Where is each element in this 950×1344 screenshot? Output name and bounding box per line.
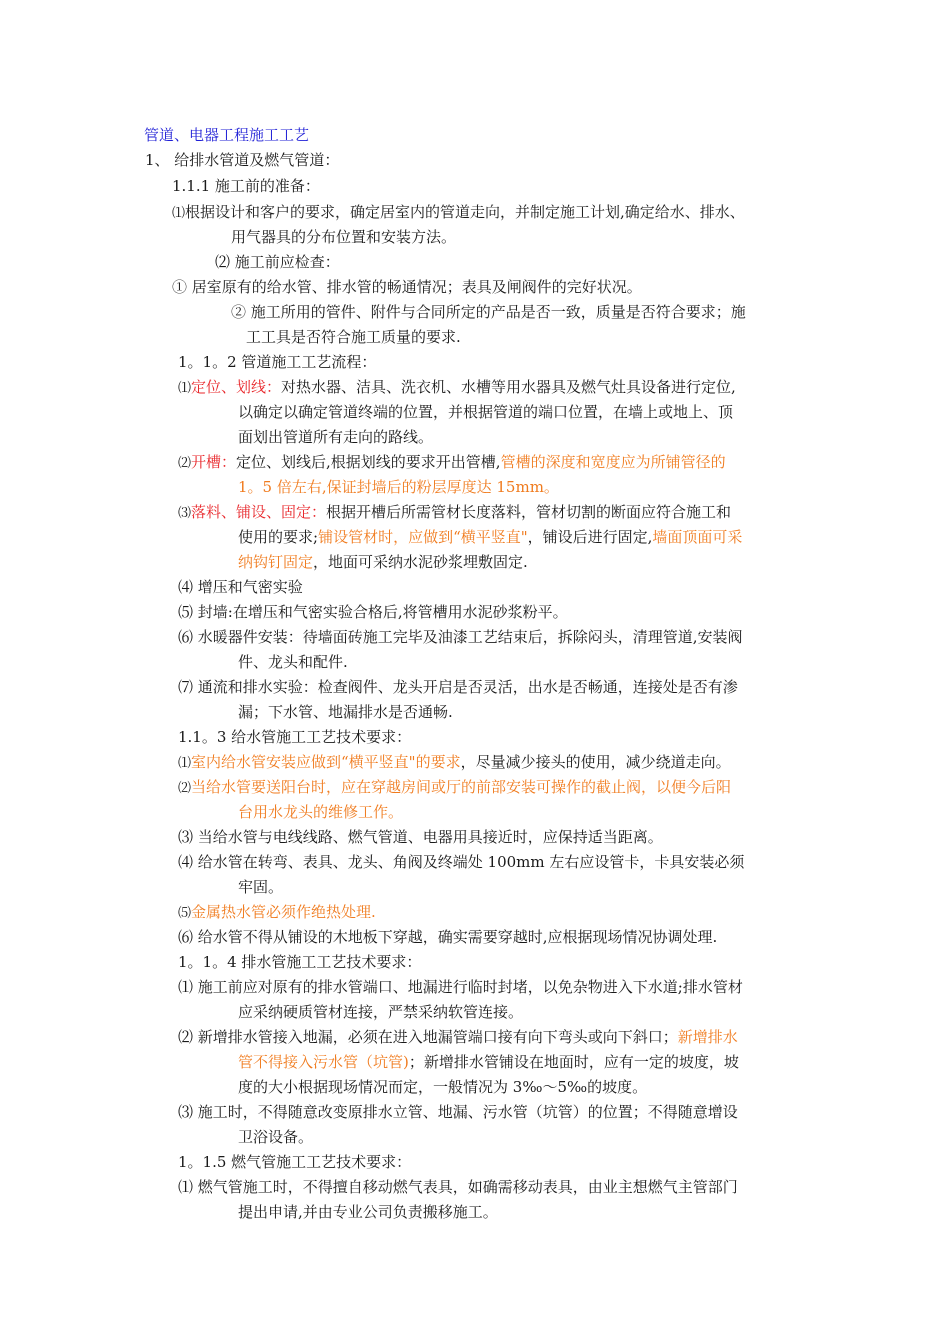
list-item: [178, 377, 736, 399]
highlight-orange-continued: 1。5 倍左右,保证封墙后的粉层厚度达 15mm。: [238, 478, 559, 496]
subsection-heading-1-1-3: 1.1。3 给水管施工工艺技术要求：: [178, 728, 412, 746]
item-text: 根据开槽后所需管材长度落料，管材切割的断面应符合施工和: [326, 503, 732, 521]
highlight-orange-continued: 台用水龙头的维修工作。: [238, 803, 404, 821]
item-text: ⑵ 新增排水管接入地漏，必须在进入地漏管端口接有向下弯头或向下斜口；: [178, 1028, 678, 1046]
highlight-orange: 管不得接入污水管（坑管): [238, 1053, 409, 1071]
highlight-orange: 当给水管要送阳台时，应在穿越房间或厅的前部安装可操作的截止阀，以便今后阳: [191, 778, 732, 796]
item-number: ⑵: [178, 456, 192, 471]
list-item: [178, 502, 731, 524]
list-item: [178, 1027, 738, 1047]
subsection-heading-1-1-4: 1。1。4 排水管施工工艺技术要求：: [178, 953, 422, 971]
item-text: 根据设计和客户的要求，确定居室内的管道走向，并制定施工计划,确定给水、排水、: [185, 203, 745, 221]
item-text: ，铺设后进行固定,: [527, 528, 653, 546]
list-item: ⑴ 施工前应对原有的排水管端口、地漏进行临时封堵，以免杂物进入下水道;排水管材: [178, 978, 743, 996]
item-number: ⑶: [178, 506, 192, 521]
highlight-orange: 管槽的深度和宽度应为所铺管径的: [500, 453, 726, 471]
highlight-orange: 墙面顶面可采: [652, 528, 743, 546]
item-text: ；新增排水管铺设在地面时，应有一定的坡度，坡: [408, 1053, 739, 1071]
list-item: ⑺ 通流和排水实验：检查阀件、龙头开启是否灵活，出水是否畅通，连接处是否有渗: [178, 678, 738, 696]
item-text: 定位、划线后,根据划线的要求开出管槽,: [236, 453, 501, 471]
highlight-orange: 纳钩钉固定: [238, 553, 314, 571]
highlight-red: 落料、铺设、固定：: [191, 503, 327, 521]
item-text: 使用的要求;: [238, 528, 319, 546]
list-item: [178, 902, 376, 924]
document-title: 管道、电器工程施工工艺: [144, 126, 310, 144]
section-heading-1: 1、 给排水管道及燃气管道：: [145, 151, 340, 169]
list-item: [178, 777, 731, 799]
item-text: 对热水器、洁具、洗衣机、水槽等用水器具及燃气灶具设备进行定位,: [281, 378, 736, 396]
item-number: ⑵: [178, 781, 192, 796]
list-item: [178, 452, 726, 474]
subsection-heading-1-1-2: 1。1。2 管道施工工艺流程：: [178, 353, 377, 371]
item-text-continued: 以确定以确定管道终端的位置，并根据管道的端口位置，在墙上或地上、顶: [238, 403, 734, 421]
highlight-orange: 金属热水管必须作绝热处理.: [191, 903, 376, 921]
list-item: ⑶ 施工时，不得随意改变原排水立管、地漏、污水管（坑管）的位置；不得随意增设: [178, 1103, 738, 1121]
list-item: ⑷ 给水管在转弯、表具、龙头、角阀及终端处 100mm 左右应设管卡，卡具安装必须: [178, 853, 745, 871]
check-item-2-continued: 工工具是否符合施工质量的要求.: [246, 328, 461, 346]
item-text-continued: 应采纳硬质管材连接，严禁采纳软管连接。: [238, 1003, 524, 1021]
item-number: ⑴: [178, 381, 192, 396]
item-text-continued: 卫浴设备。: [238, 1128, 314, 1146]
item-text-continued: 提出申请,并由专业公司负责搬移施工。: [238, 1203, 498, 1221]
item-number: ⑴: [172, 206, 186, 221]
item-text-continued: [238, 1052, 739, 1072]
item-text-continued: 漏；下水管、地漏排水是否通畅.: [238, 703, 453, 721]
item-text: ，尽量减少接头的使用，减少绕道走向。: [460, 753, 731, 771]
item-text-continued: 度的大小根据现场情况而定，一般情况为 3‰～5‰的坡度。: [238, 1078, 648, 1096]
list-item: ⑹ 水暖器件安装：待墙面砖施工完毕及油漆工艺结束后，拆除闷头，清理管道,安装阀: [178, 628, 743, 646]
item-text: ，地面可采纳水泥砂浆埋敷固定.: [313, 553, 528, 571]
highlight-orange: 新增排水: [677, 1028, 738, 1046]
check-item-1: ① 居室原有的给水管、排水管的畅通情况；表具及闸阀件的完好状况。: [172, 278, 642, 296]
check-item-2: ② 施工所用的管件、附件与合同所定的产品是否一致，质量是否符合要求；施: [231, 303, 746, 321]
highlight-red: 定位、划线：: [191, 378, 282, 396]
list-item: ⑵ 施工前应检查：: [215, 253, 340, 271]
list-item: ⑷ 增压和气密实验: [178, 578, 303, 596]
item-text-continued: [238, 527, 742, 547]
list-item: [172, 202, 745, 224]
subsection-heading-1-1-1: 1.1.1 施工前的准备：: [172, 177, 320, 195]
list-item: ⑴ 燃气管施工时，不得擅自移动燃气表具，如确需移动表具，由业主想燃气主管部门: [178, 1178, 738, 1196]
item-number: ⑴: [178, 756, 192, 771]
item-number: ⑸: [178, 906, 192, 921]
highlight-orange: 铺设管材时，应做到“横平竖直": [318, 528, 528, 546]
item-text-continued: [238, 552, 528, 572]
highlight-red: 开槽：: [191, 453, 237, 471]
list-item: ⑶ 当给水管与电线线路、燃气管道、电器用具接近时，应保持适当距离。: [178, 828, 663, 846]
subsection-heading-1-1-5: 1。1.5 燃气管施工工艺技术要求：: [178, 1153, 412, 1171]
list-item: ⑹ 给水管不得从铺设的木地板下穿越，确实需要穿越时,应根据现场情况协调处理.: [178, 928, 718, 946]
item-text-continued: 面划出管道所有走向的路线。: [238, 428, 434, 446]
item-text-continued: 件、龙头和配件.: [238, 653, 348, 671]
item-text-continued: 牢固。: [238, 878, 284, 896]
list-item: ⑸ 封墙:在增压和气密实验合格后,将管槽用水泥砂浆粉平。: [178, 603, 568, 621]
list-item: [178, 752, 731, 774]
highlight-orange: 室内给水管安装应做到“横平竖直"的要求: [191, 753, 461, 771]
item-text-continued: 用气器具的分布位置和安装方法。: [231, 228, 457, 246]
